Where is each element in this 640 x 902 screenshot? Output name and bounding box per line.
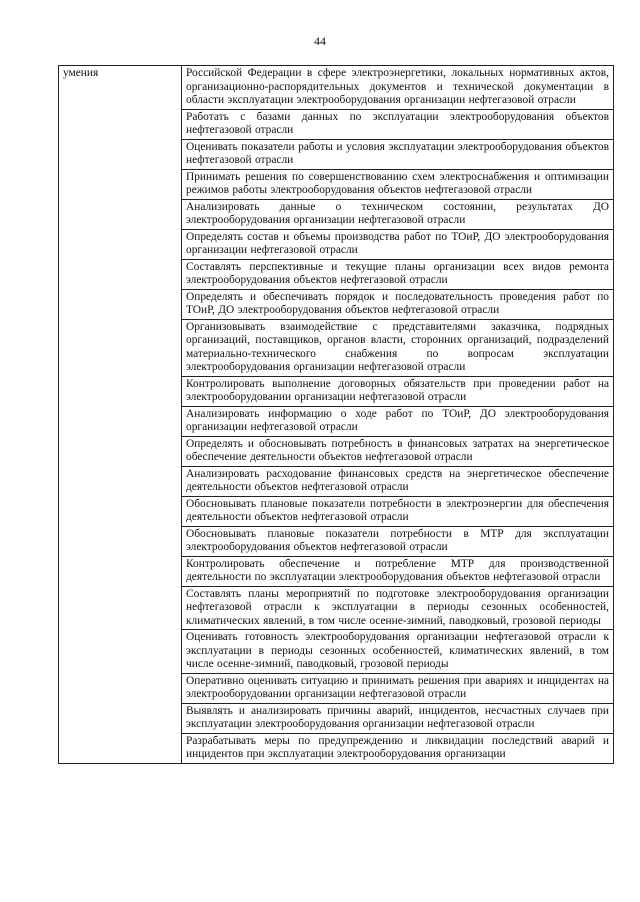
skill-cell: Определять и обеспечивать порядок и последовательность проведения работ по ТОиР, ДО электрооборудования объектов нефтегазовой отрасли (182, 289, 614, 319)
skill-cell: Выявлять и анализировать причины аварий, инцидентов, несчастных случаев при эксплуатации электрооборудования организации нефтегазовой отрасли (182, 703, 614, 733)
skill-cell: Составлять перспективные и текущие планы организации всех видов ремонта электрооборудования объектов нефтегазовой отрасли (182, 259, 614, 289)
skill-cell: Оценивать показатели работы и условия эксплуатации электрооборудования объектов нефтегазовой отрасли (182, 139, 614, 169)
skills-table (58, 65, 614, 764)
page-number: 44 (314, 34, 326, 48)
skill-cell: Оперативно оценивать ситуацию и принимать решения при авариях и инцидентах на электрооборудовании организации нефтегазовой отрасли (182, 673, 614, 703)
skill-cell: Разрабатывать меры по предупреждению и ликвидации последствий аварий и инцидентов при эксплуатации электрооборудования организации (182, 733, 614, 763)
skill-cell: Анализировать расходование финансовых средств на энергетическое обеспечение деятельности объектов нефтегазовой отрасли (182, 466, 614, 496)
skill-cell: Организовывать взаимодействие с представителями заказчика, подрядных организаций, поставщиков, органов власти, сторонних организаций, подразделений материально-технического снабжения по вопросам эксплуатации электрооборудования организации нефтегазовой отрасли (182, 319, 614, 376)
skill-cell: Принимать решения по совершенствованию схем электроснабжения и оптимизации режимов работы электрооборудования объектов нефтегазовой отрасли (182, 169, 614, 199)
row-label: умения (59, 66, 182, 764)
skill-cell: Обосновывать плановые показатели потребности в МТР для эксплуатации электрооборудования объектов нефтегазовой отрасли (182, 526, 614, 556)
skill-cell: Обосновывать плановые показатели потребности в электроэнергии для обеспечения деятельности объектов нефтегазовой отрасли (182, 496, 614, 526)
skill-cell: Российской Федерации в сфере электроэнергетики, локальных нормативных актов, организационно-распорядительных документов и технической документации в области эксплуатации электрооборудования организации нефтегазовой отрасли (182, 66, 614, 110)
skill-cell: Определять состав и объемы производства работ по ТОиР, ДО электрооборудования организации нефтегазовой отрасли (182, 229, 614, 259)
skill-cell: Анализировать данные о техническом состоянии, результатах ДО электрооборудования организации нефтегазовой отрасли (182, 199, 614, 229)
skill-cell: Контролировать обеспечение и потребление МТР для производственной деятельности по эксплуатации электрооборудования объектов нефтегазовой отрасли (182, 556, 614, 586)
table-row (59, 66, 614, 110)
skill-cell: Оценивать готовность электрооборудования организации нефтегазовой отрасли к эксплуатации в периоды сезонных особенностей, климатических явлений, в том числе осенне-зимний, паводковый, грозовой периоды (182, 630, 614, 674)
skill-cell: Работать с базами данных по эксплуатации электрооборудования объектов нефтегазовой отрасли (182, 109, 614, 139)
skill-cell: Определять и обосновывать потребность в финансовых затратах на энергетическое обеспечение деятельности объектов нефтегазовой отрасли (182, 436, 614, 466)
skill-cell: Контролировать выполнение договорных обязательств при проведении работ на электрооборудовании организации нефтегазовой отрасли (182, 376, 614, 406)
skill-cell: Анализировать информацию о ходе работ по ТОиР, ДО электрооборудования организации нефтегазовой отрасли (182, 406, 614, 436)
skill-cell: Составлять планы мероприятий по подготовке электрооборудования организации нефтегазовой отрасли к эксплуатации в периоды сезонных особенностей, климатических явлений, в том числе осенне-зимний, паводковый, грозовой периоды (182, 586, 614, 630)
